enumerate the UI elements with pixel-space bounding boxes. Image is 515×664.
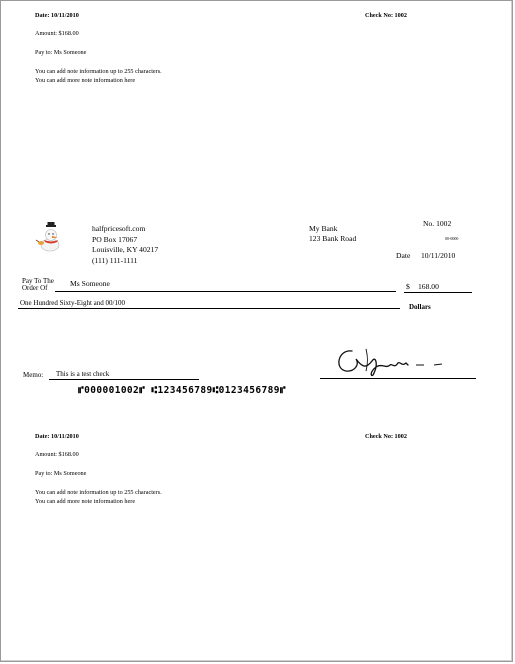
stub-bottom-date: Date: 10/11/2010: [35, 433, 79, 440]
micr-line: ⑈000001002⑈ ⑆123456789⑆0123456789⑈: [78, 385, 286, 396]
bank-address: 123 Bank Road: [309, 234, 357, 243]
stub-top-note-2: You can add more note information here: [35, 77, 136, 84]
stub-bottom-note-1: You can add note information up to 255 characters.: [35, 489, 162, 496]
stub-top-payto: Pay to: Ms Someone: [35, 49, 87, 56]
stub-top-amount: Amount: $168.00: [35, 30, 79, 37]
memo-label: Memo:: [23, 371, 44, 379]
stub-bottom-check-no: Check No: 1002: [365, 433, 407, 440]
payto-label-1: Pay To The: [22, 277, 54, 285]
stub-top-check-no: Check No: 1002: [365, 12, 407, 19]
bank-name: My Bank: [309, 224, 338, 233]
amount-in-words: One Hundred Sixty-Eight and 00/100: [20, 299, 125, 307]
amount-value: 168.00: [418, 282, 439, 291]
amount-line: [404, 292, 472, 293]
dollars-label: Dollars: [409, 303, 431, 311]
stub-bottom-amount: Amount: $168.00: [35, 451, 79, 458]
routing-fraction: 00-0000: [445, 236, 459, 241]
snowman-logo-icon: [33, 222, 69, 252]
memo-line: [49, 379, 199, 380]
payto-label-2: Order Of: [22, 284, 48, 292]
memo-value: This is a test check: [56, 370, 110, 378]
amount-words-line: [18, 308, 400, 309]
company-address-1: PO Box 17067: [92, 235, 138, 244]
stub-top-note-1: You can add note information up to 255 characters.: [35, 68, 162, 75]
signature-image: [332, 343, 452, 383]
payee-name: Ms Someone: [70, 279, 110, 288]
date-value: 10/11/2010: [421, 251, 456, 260]
date-label: Date: [396, 251, 411, 260]
stub-top-date: Date: 10/11/2010: [35, 12, 79, 19]
payee-line: [55, 291, 396, 292]
stub-bottom-note-2: You can add more note information here: [35, 498, 136, 505]
stub-bottom-payto: Pay to: Ms Someone: [35, 470, 87, 477]
currency-symbol: $: [406, 282, 410, 291]
company-name: halfpricesoft.com: [92, 224, 146, 233]
company-phone: (111) 111-1111: [92, 256, 138, 265]
company-address-2: Louisville, KY 40217: [92, 245, 159, 254]
check-number: No. 1002: [423, 219, 452, 228]
signature-line: [320, 378, 476, 379]
